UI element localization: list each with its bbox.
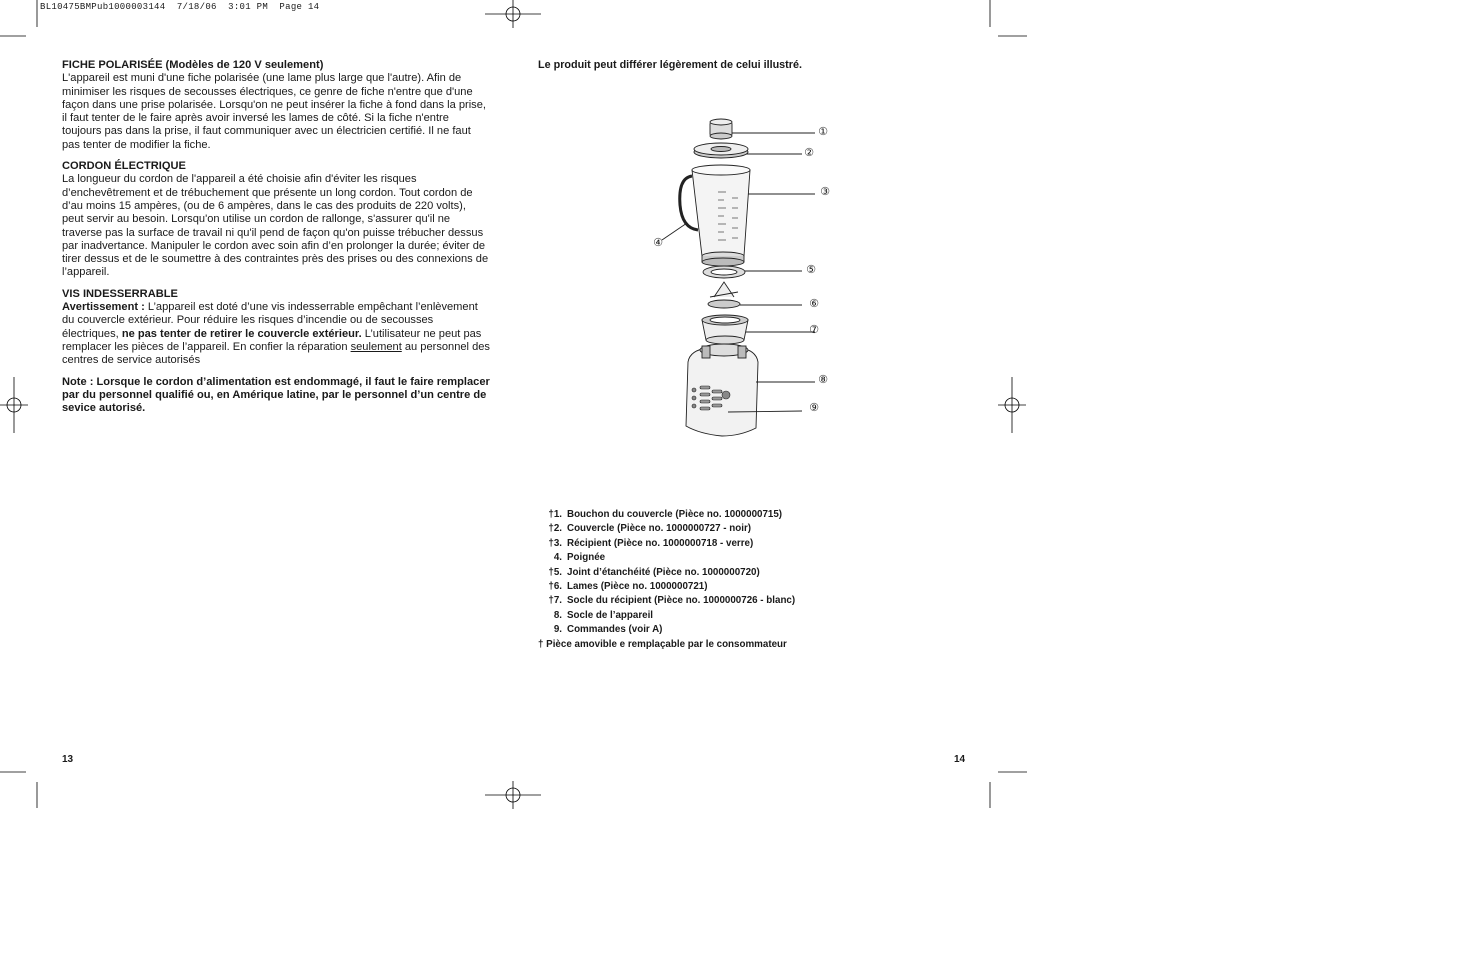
parts-list-item: 9. Commandes (voir A) [553,624,663,636]
section-body [62,301,490,367]
callout-6: ⑥ [809,298,819,310]
print-slug: BL10475BMPub1000003144 7/18/06 3:01 PM Page 14 [40,2,320,12]
product-caption: Le produit peut différer légèrement de celui illustré. [538,59,802,71]
page-number-left: 13 [62,754,74,765]
warning-label: Avertissement : [62,301,145,314]
section-tamper-screw [62,288,490,368]
jar-part [680,165,750,266]
left-page-text [62,59,490,415]
blender-diagram [640,110,840,450]
gasket-part [703,266,745,278]
lid-part [694,143,748,158]
section-power-cord [62,160,490,280]
registration-mark-right [998,377,1026,433]
parts-list-item: †7. Socle du récipient (Pièce no. 1000000726 - blanc) [548,595,796,607]
warning-underline: seulement [350,340,402,353]
page-number-right: 14 [954,754,966,765]
parts-list [538,508,795,652]
callout-5: ⑤ [806,264,816,276]
section-title: VIS INDESSERRABLE [62,287,178,300]
warning-text: au personnel des centres de service autorisés [62,340,490,367]
callout-4: ④ [653,237,663,249]
section-body: L'appareil est muni d'une fiche polarisée (une lame plus large que l'autre). Afin de minimiser les risques de secousses électriques, ce genre de fiche n'entre que d'une façon dans une prise polarisée. Lorsqu'on ne peut insérer la fiche à fond dans la prise, il faut tenter de le faire après avoir inversé les lames de côté. Si la fiche n'entre toujours pas dans la prise, il faut communiquer avec un électricien certifié. Il ne faut pas tenter de modifier la fiche. [62,72,486,151]
warning-text: L’appareil est doté d’une vis indesserrable empêchant l’enlèvement du couvercle extérieur. Pour réduire les risques d’incendie ou de secousses électriques, [62,301,478,340]
callout-1: ① [818,126,828,138]
warning-bold: ne pas tenter de retirer le couvercle extérieur. [121,327,362,340]
warning-text: L’utilisateur ne peut pas remplacer les pièces de l’appareil. En confier la réparation [62,327,482,353]
parts-list-item: †6. Lames (Pièce no. 1000000721) [548,581,708,593]
section-polarized-plug [62,59,490,152]
section-title: CORDON ÉLECTRIQUE [62,160,186,173]
parts-list-item: 4. Poignée [553,552,606,564]
registration-mark-bottom [485,781,541,809]
callout-7: ⑦ [809,324,819,336]
parts-list-item: †3. Récipient (Pièce no. 1000000718 - verre) [548,537,754,549]
parts-footnote: † Pièce amovible e remplaçable par le consommateur [538,638,787,650]
section-title: FICHE POLARISÉE (Modèles de 120 V seulement) [62,59,324,71]
lid-cap-part [710,119,732,139]
callout-9: ⑨ [809,402,819,414]
callout-2: ② [804,147,814,159]
callout-8: ⑧ [818,374,828,386]
registration-mark-left [0,377,28,433]
parts-list-item: 8. Socle de l’appareil [553,609,654,621]
motor-base-part [686,344,758,436]
section-body: La longueur du cordon de l'appareil a été choisie afin d'éviter les risques d’enchevêtrement et de trébuchement que présente un long cordon. Tout cordon de d’au moins 15 ampères, (ou de 6 ampères, dans le cas des produits de 220 volts), peut servir au besoin. Lorsqu'on utilise un cordon de rallonge, s'assurer qu'il ne traverse pas la surface de travail ni qu'il pend de façon qu'on puisse trébucher dessus par inadvertance. Manipuler le cordon avec soin afin d’en prolonger la durée; éviter de tirer dessus et de le soumettre à des contraintes près des prises ou des connexions de l’appareil. [62,173,489,279]
blades-part [708,282,740,308]
registration-mark-top [485,0,541,28]
cord-damage-note: Note : Lorsque le cordon d’alimentation est endommagé, il faut le faire remplacer par du personnel qualifié ou, en Amérique latine, par le personnel d’un centre de sevice autorisé. [62,375,490,415]
callout-3: ③ [820,186,830,198]
parts-list-item: †1. Bouchon du couvercle (Pièce no. 1000000715) [548,509,783,520]
parts-list-item: †5. Joint d’étanchéité (Pièce no. 1000000720) [548,566,760,578]
parts-list-item: †2. Couvercle (Pièce no. 1000000727 - noir) [548,523,752,535]
jar-collar-part [702,315,748,344]
